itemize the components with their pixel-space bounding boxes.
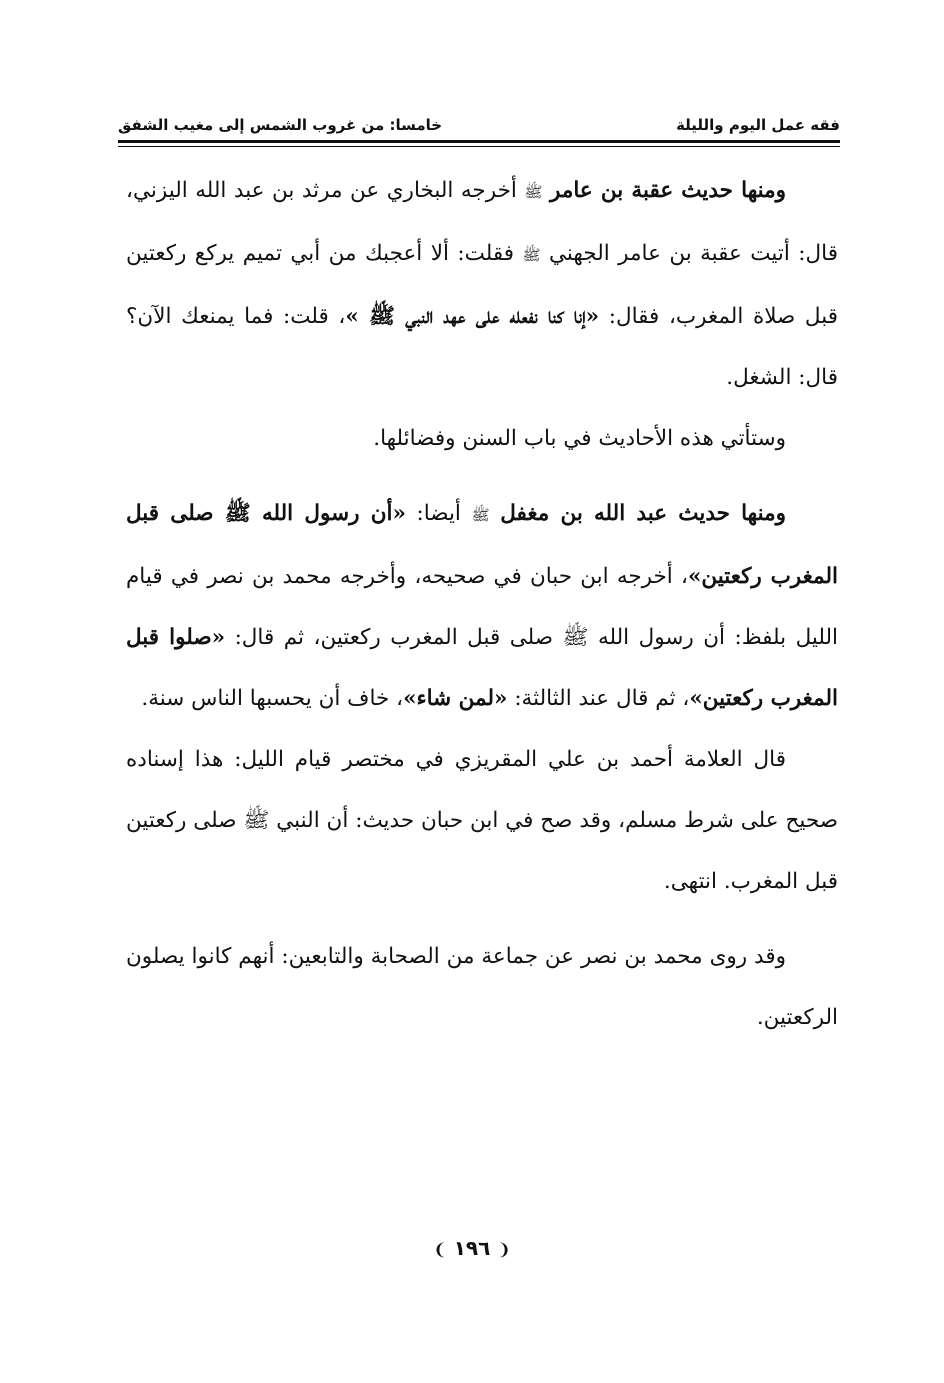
right-ornament-icon: ❩ bbox=[497, 1240, 511, 1259]
paragraph-intro: ومنها حديث عبد الله بن مغفل bbox=[500, 501, 786, 526]
paragraph-text: ، خاف أن يحسبها الناس سنة. bbox=[141, 686, 404, 711]
left-ornament-icon: ❨ bbox=[433, 1240, 447, 1259]
page-body bbox=[126, 160, 838, 1048]
honorific-glyph: ﷺ bbox=[524, 183, 543, 201]
header-rule-thin bbox=[118, 146, 840, 147]
paragraph-text: أخرجه البخاري عن مرثد بن عبد الله اليزني، قال: أتيت عقبة بن عامر الجهني bbox=[126, 178, 838, 266]
honorific-glyph: ﷺ bbox=[471, 506, 490, 524]
paragraph-text: ، ثم قال عند الثالثة: bbox=[514, 686, 690, 711]
hadith-quote: «إنا كنا نفعله على عهد النبي ﷺ » bbox=[345, 304, 600, 329]
page-number: ١٩٦ bbox=[453, 1236, 491, 1260]
hadith-quote: «لمن شاء» bbox=[403, 686, 508, 711]
hadith-quote: «أن رسول الله ﷺ صلى قبل المغرب ركعتين» bbox=[126, 501, 838, 589]
paragraph-ibn-nasr bbox=[126, 926, 838, 1048]
paragraph-text: وستأتي هذه الأحاديث في باب السنن وفضائلها. bbox=[373, 426, 786, 451]
paragraph-text: ، قلت: فما يمنعك الآن؟ قال: الشغل. bbox=[126, 304, 838, 390]
page-number-footer bbox=[0, 1236, 944, 1260]
paragraph-sunan-note bbox=[126, 408, 838, 469]
paragraph-uqba-hadith bbox=[126, 160, 838, 408]
header-rule-thick bbox=[118, 140, 840, 143]
book-title: فقه عمل اليوم والليلة bbox=[676, 116, 840, 134]
paragraph-text: ، أخرجه ابن حبان في صحيحه، وأخرجه محمد بن نصر في قيام الليل بلفظ: أن رسول الله ﷺ صلى قبل المغرب ركعتين، ثم قال: bbox=[126, 564, 838, 650]
paragraph-text: وقد روى محمد بن نصر عن جماعة من الصحابة والتابعين: أنهم كانوا يصلون الركعتين. bbox=[126, 944, 838, 1030]
hadith-quote: «صلوا قبل المغرب ركعتين» bbox=[126, 625, 838, 711]
paragraph-text: فقلت: ألا أعجبك من أبي تميم يركع ركعتين قبل صلاة المغرب، فقال: bbox=[126, 241, 838, 329]
paragraph-mughaffal-hadith bbox=[126, 483, 838, 729]
honorific-glyph: ﷺ bbox=[522, 246, 541, 264]
chapter-title: خامسا: من غروب الشمس إلى مغيب الشفق bbox=[118, 116, 443, 134]
paragraph-intro: ومنها حديث عقبة بن عامر bbox=[550, 178, 786, 203]
paragraph-maqrizi-quote bbox=[126, 729, 838, 912]
paragraph-text: قال العلامة أحمد بن علي المقريزي في مختصر قيام الليل: هذا إسناده صحيح على شرط مسلم، وقد صح في ابن حبان حديث: أن النبي ﷺ صلى ركعتين قبل المغرب. انتهى. bbox=[126, 747, 838, 894]
paragraph-text: أيضا: bbox=[416, 501, 461, 526]
running-header bbox=[118, 112, 840, 138]
